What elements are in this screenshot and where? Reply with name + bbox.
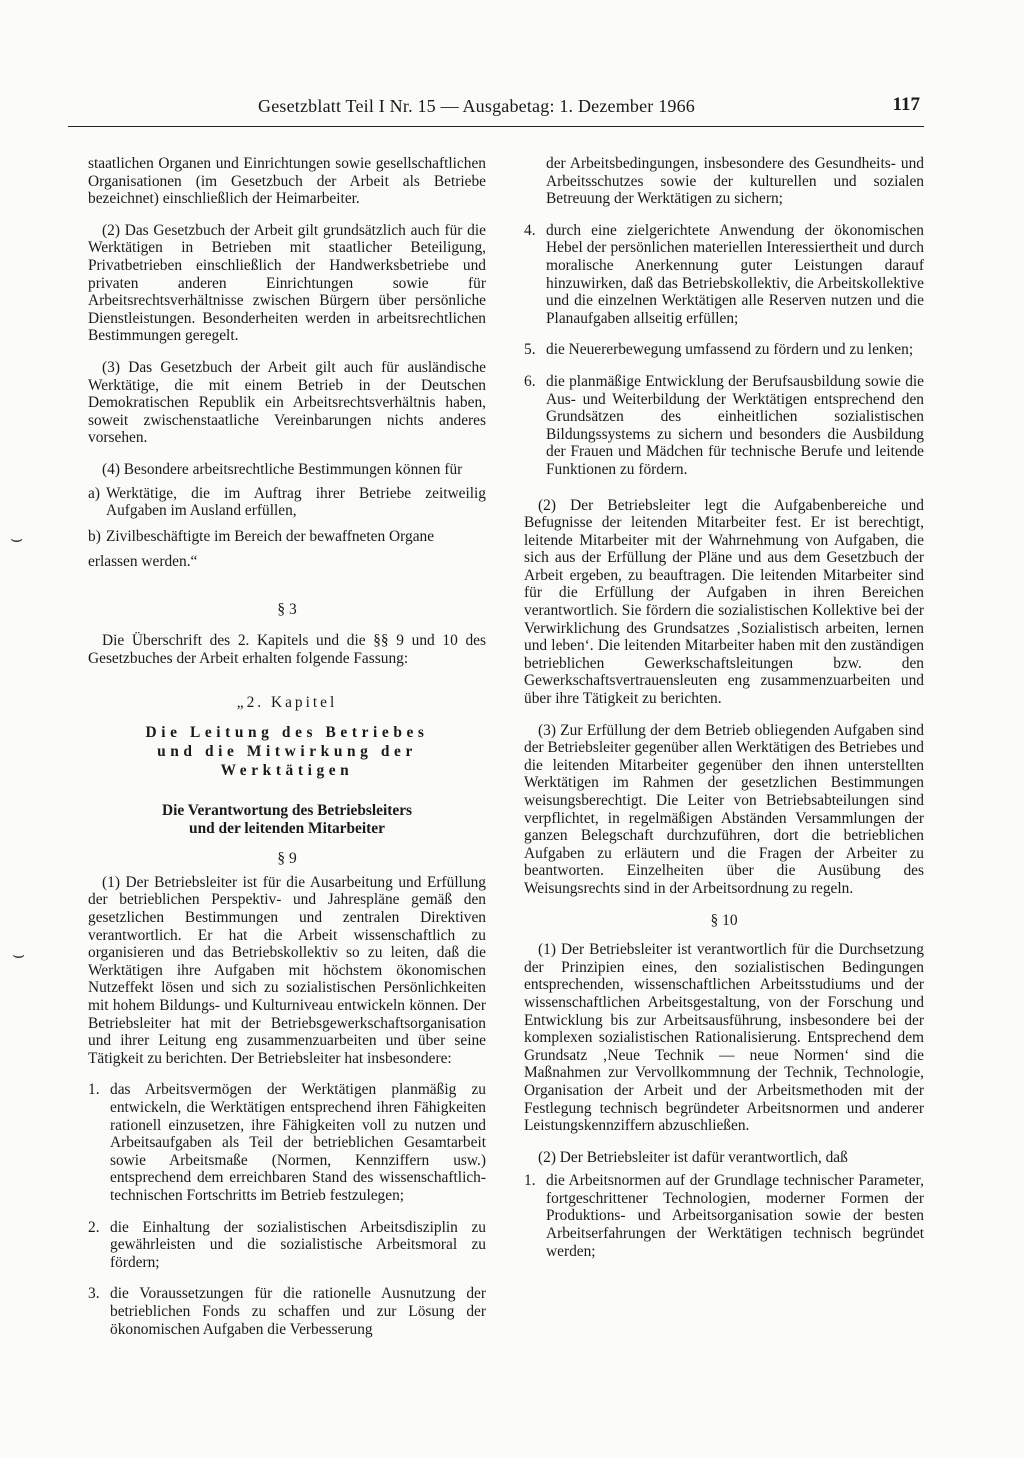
subtitle-line: und der leitenden Mitarbeiter [189,820,385,838]
paragraph: (1) Der Betriebsleiter ist für die Ausarbeitung und Erfüllung der betrieblichen Perspektiv- und Jahrespläne gemäß den gesetzlichen Bestimmungen und zentralen Direktiven verantwortlich. Er hat die Arbeit wissenschaftlich zu organisieren und das Betriebskollektiv so zu leiten, daß die Werktätigen ihre Aufgaben mit höchstem ökonomischen Nutzeffekt lösen und sich zu sozialistischen Persönlichkeiten mit hohem Bildungs- und Kulturniveau entwickeln können. Der Betriebsleiter hat mit der Betriebsgewerkschaftsorganisation und ihrer Leitung eng zusammenzuarbeiten und über seine Tätigkeit zu berichten. Der Betriebsleiter hat insbesondere: [88,873,486,1067]
list-item [88,485,486,520]
list-text: das Arbeitsvermögen der Werktätigen planmäßig zu entwickeln, die Werktätigen entsprechend ihren Fähigkeiten rationell einzusetzen, ihre Fähigkeiten voll zu nutzen und Arbeitsaufgaben als Teil der betrieblichen Gesamtarbeit sowie Arbeitsmaße (Normen, Kennziffern usw.) entsprechend dem erreichbaren Stand des wissenschaftlich-technischen Fortschritts im Betrieb festzulegen; [110,1081,486,1204]
list-number: 1. [524,1172,536,1190]
list-item [524,1172,924,1260]
page-number: 117 [892,94,920,115]
paragraph: (2) Das Gesetzbuch der Arbeit gilt grundsätzlich auch für die Werktätigen in Betrieben mit staatlicher Beteiligung, Privatbetrieben einschließlich der Handwerksbetriebe und privaten anderen Einrichtungen sowie für Arbeitsrechtsverhältnisse zwischen Bürgern über persönliche Dienstleistungen. Besonderheiten werden in arbeitsrechtlichen Bestimmungen geregelt. [88,221,486,345]
list-number: 2. [88,1218,100,1236]
list-item [524,341,924,359]
list-label: a) [88,484,100,502]
subtitle [88,802,486,838]
section-heading: § 9 [277,850,297,868]
paragraph: (2) Der Betriebsleiter ist dafür verantwortlich, daß [538,1148,848,1166]
paragraph: (3) Das Gesetzbuch der Arbeit gilt auch für ausländische Werktätige, die mit einem Betrieb in der Deutschen Demokratischen Republik ein Arbeitsrechtsverhältnis haben, soweit zwischenstaatliche Vereinbarungen nichts anderes vorsehen. [88,358,486,447]
list-text: der Arbeitsbedingungen, insbesondere des Gesundheits- und Arbeitsschutzes sowie der kulturellen und sozialen Betreuung der Werktätigen zu sichern; [546,155,924,208]
paragraph: (2) Der Betriebsleiter legt die Aufgabenbereiche und Befugnisse der leitenden Mitarbeiter fest. Er ist berechtigt, leitende Mitarbeiter mit der Wahrnehmung von Aufgaben, die sich aus der Erfüllung der Pläne und aus dem Gesetzbuch der Arbeit ergeben, zu beauftragen. Die leitenden Mitarbeiter sind für die Erfüllung der Aufgaben in ihren Bereichen verantwortlich. Sie fördern die sozialistischen Kollektive bei der Verwirklichung des Grundsatzes ‚Sozialistisch arbeiten, lernen und leben‘. Die leitenden Mitarbeiter haben mit den zuständigen betrieblichen Gewerkschaftsleitungen bzw. den Gewerkschaftsvertrauensleuten eng zusammenzuarbeiten und über ihre Tätigkeit zu berichten. [524,496,924,708]
paragraph: erlassen werden.“ [88,553,198,571]
list-text: die Arbeitsnormen auf der Grundlage technischer Parameter, fortgeschrittener Technologien, moderner Formen der Produktions- und Arbeitsorganisation sowie der besten Arbeitserfahrungen der Werktätigen technisch begründet werden; [546,1172,924,1260]
list-item-continued [524,155,924,208]
gazette-title: Gesetzblatt Teil I Nr. 15 — Ausgabetag: 1. Dezember 1966 [258,96,695,116]
list-item [88,528,486,546]
list-number: 4. [524,221,536,239]
margin-mark-icon: ⌣ [12,944,26,966]
chapter-title: Die Leitung des Betriebes [145,724,429,742]
list-text: die Einhaltung der sozialistischen Arbeitsdisziplin zu gewährleisten und die sozialistische Arbeitsmoral zu fördern; [110,1218,486,1271]
list-text: Werktätige, die im Auftrag ihrer Betriebe zeitweilig Aufgaben im Ausland erfüllen, [106,484,486,520]
paragraph: (1) Der Betriebsleiter ist verantwortlich für die Durchsetzung der Prinzipien eines, den sozialistischen Bedingungen entsprechenden, wissenschaftlichen Arbeitsstudiums und der wissenschaftlichen Arbeitsgestaltung, von der Forschung und Entwicklung bis zur Arbeitsausführung, insbesondere bei der komplexen sozialistischen Rationalisierung. Entsprechend dem Grundsatz ‚Neue Technik — neue Normen‘ sind die Maßnahmen zur Vervollkommnung der Technik, Technologie, Organisation der Arbeit und der Arbeitsmethoden mit der Festlegung technisch begründeter Arbeitsnormen und anderer Leistungskennziffern abzuschließen. [524,941,924,1135]
paragraph: (4) Besondere arbeitsrechtliche Bestimmungen können für [102,460,463,478]
list-number: 1. [88,1081,100,1099]
section-heading: § 3 [277,600,297,618]
list-label: b) [88,527,101,545]
list-item [524,373,924,479]
list-text: durch eine zielgerichtete Anwendung der ökonomischen Hebel der persönlichen materiellen Interessiertheit und durch moralische Anerkennung guter Leistungen darauf hinzuwirken, daß das Betriebskollektiv, die Arbeitskollektive und die einzelnen Werktätigen alle Reserven nutzen und die Planaufgaben allseitig erfüllen; [546,221,924,327]
paragraph: staatlichen Organen und Einrichtungen sowie gesellschaftlichen Organisationen (im Gesetzbuch der Arbeit als Betriebe bezeichnet) einschließlich der Heimarbeiter. [88,155,486,208]
paragraph: Die Überschrift des 2. Kapitels und die §§ 9 und 10 des Gesetzbuches der Arbeit erhalten folgende Fassung: [88,632,486,668]
subtitle-line: Die Verantwortung des Betriebsleiters [161,802,413,820]
left-column [88,155,486,1352]
list-item [88,1081,486,1204]
list-text: die Neuererbewegung umfassend zu fördern und zu lenken; [546,341,914,359]
margin-mark-icon: ⌣ [10,528,24,550]
list-number: 6. [524,372,536,390]
list-item [524,222,924,328]
list-text: die Voraussetzungen für die rationelle Ausnutzung der betrieblichen Fonds zu schaffen und zur Lösung der ökonomischen Aufgaben die Verbesserung [110,1285,486,1338]
page-header [68,92,924,127]
list-text: die planmäßige Entwicklung der Berufsausbildung sowie die Aus- und Weiterbildung der Werktätigen entsprechend den Grundsätzen des einheitlichen sozialistischen Bildungssystems zu sichern und besonders die Ausbildung der Frauen und Mädchen für technische Berufe und leitende Funktionen zu fördern. [546,372,924,478]
list-number: 3. [88,1285,100,1303]
right-column [524,155,924,1274]
list-item [88,1285,486,1338]
chapter-heading: „2. Kapitel [236,693,338,711]
list-item [88,1219,486,1272]
paragraph: (3) Zur Erfüllung der dem Betrieb obliegenden Aufgaben sind der Betriebsleiter gegenüber allen Werktätigen des Betriebes und die leitenden Mitarbeiter gegenüber den ihnen unterstellten Werktätigen im Rahmen der gesetzlichen Bestimmungen weisungsberechtigt. Die Leiter von Betriebsabteilungen sind verpflichtet, in regelmäßigen Abständen Versammlungen der ganzen Belegschaft durchzuführen, dort die betrieblichen Aufgaben zu erläutern und die Fragen der Arbeiter zu beantworten. Einzelheiten über die Ausübung des Weisungsrechts sind in der Arbeitsordnung zu regeln. [524,721,924,897]
list-number: 5. [524,341,536,359]
chapter-title: und die Mitwirkung der Werktätigen [157,743,417,780]
section-heading: § 10 [710,911,738,929]
list-text: Zivilbeschäftigte im Bereich der bewaffneten Organe [106,527,435,545]
